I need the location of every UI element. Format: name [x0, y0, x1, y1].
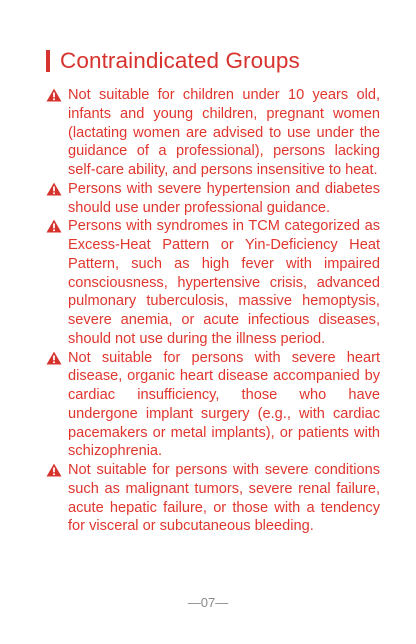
list-item — [46, 217, 380, 348]
contraindication-list — [46, 86, 380, 536]
section-title: Contraindicated Groups — [60, 48, 300, 73]
heading-accent-bar — [46, 50, 50, 72]
list-item — [46, 180, 380, 218]
warning-icon — [46, 219, 62, 233]
list-item-text: Persons with severe hypertension and diabetes should use under professional guidance. — [68, 180, 380, 216]
warning-icon — [46, 88, 62, 102]
list-item-text: Persons with syndromes in TCM categorized as Excess-Heat Pattern or Yin-Deficiency Heat Pattern, such as high fever with impaired consciousness, hypertensive crisis, advanced pulmonary tuberculosis, massive hemoptysis, severe anemia, or acute infectious diseases, should not use during the illness period. — [68, 218, 380, 347]
list-item — [46, 461, 380, 536]
warning-icon — [46, 182, 62, 196]
list-item-text: Not suitable for children under 10 years old, infants and young children, pregnant women (lactating women are advised to use under the guidance of a professional), persons lacking self-care ability, and persons insensitive to heat. — [68, 87, 380, 178]
warning-icon — [46, 351, 62, 365]
list-item-text: Not suitable for persons with severe heart disease, organic heart disease accompanied by cardiac insufficiency, those who have undergone implant surgery (e.g., with cardiac pacemakers or metal implants), or patients with schizophrenia. — [68, 349, 380, 460]
list-item-text: Not suitable for persons with severe conditions such as malignant tumors, severe renal failure, acute hepatic failure, or those with a tendency for visceral or subcutaneous bleeding. — [68, 462, 380, 535]
list-item — [46, 86, 380, 180]
section-heading — [46, 46, 300, 76]
warning-icon — [46, 463, 62, 477]
list-item — [46, 349, 380, 462]
page-number: —07— — [187, 595, 229, 610]
